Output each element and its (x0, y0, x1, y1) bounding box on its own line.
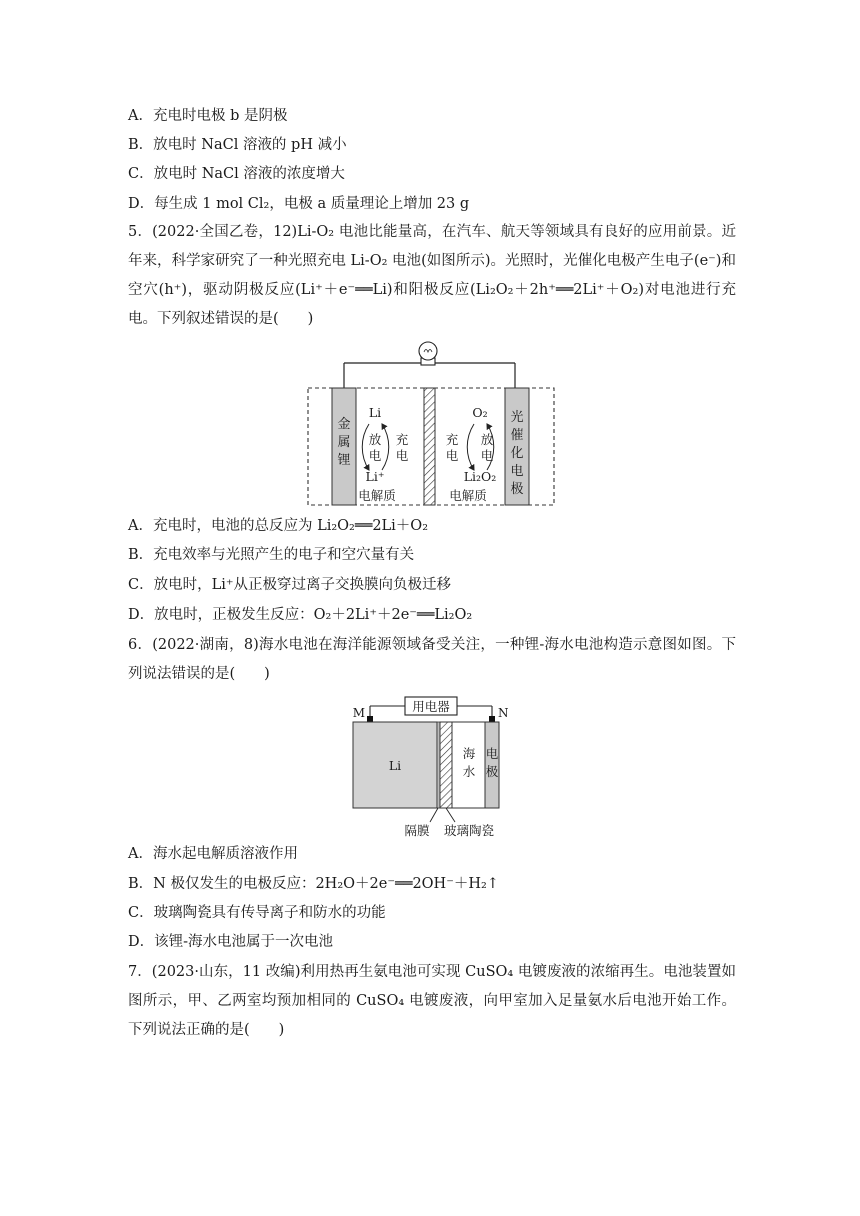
svg-text:充电: 充电 (395, 432, 409, 463)
q6-option-c: C．玻璃陶瓷具有传导离子和防水的功能 (128, 905, 386, 921)
svg-text:海水: 海水 (462, 746, 476, 779)
q4-option-b: B．放电时 NaCl 溶液的 pH 减小 (128, 137, 347, 153)
q7-stem: 7．(2023·山东，11 改编)利用热再生氨电池可实现 CuSO₄ 电镀废液的浓缩再生。电池装置如图所示，甲、乙两室均预加相同的 CuSO₄ 电镀废液，向甲室加入足量氨水后电池开始工作。下列说法正确的是( ) (128, 964, 736, 1038)
q5-battery-figure (300, 338, 560, 510)
light-bulb-icon (419, 342, 437, 365)
left-electrolyte-label: 电解质 (358, 488, 396, 503)
n-terminal-label: N (498, 706, 509, 720)
q6-battery-figure (345, 690, 515, 838)
li-ion-label: Li⁺ (365, 469, 385, 484)
li-label: Li (368, 405, 382, 420)
svg-text:放电: 放电 (480, 432, 494, 463)
q6-option-d: D．该锂-海水电池属于一次电池 (128, 934, 334, 950)
separator-label: 隔膜 (404, 823, 430, 838)
q5-option-c: C．放电时，Li⁺从正极穿过离子交换膜向负极迁移 (128, 577, 452, 593)
li-block-label: Li (388, 758, 402, 773)
q4-option-d: D．每生成 1 mol Cl₂，电极 a 质量理论上增加 23 g (128, 196, 470, 212)
q6-option-a: A．海水起电解质溶液作用 (128, 846, 298, 862)
glass-ceramic-label: 玻璃陶瓷 (443, 823, 495, 838)
right-electrolyte-label: 电解质 (449, 488, 487, 503)
svg-text:光催化电极: 光催化电极 (510, 410, 524, 497)
m-terminal-label: M (352, 706, 365, 720)
q5-stem: 5．(2022·全国乙卷，12)Li-O₂ 电池比能量高，在汽车、航天等领域具有良好的应用前景。近年来，科学家研究了一种光照充电 Li-O₂ 电池(如图所示)。光照时，光催化电极产生电子(e⁻)和空穴(h⁺)，驱动阴极反应(Li⁺＋e⁻══Li)和阳极反应(Li₂O₂＋2h⁺══2Li⁺＋O₂)对电池进行充电。下列叙述错误的是( ) (128, 224, 736, 327)
o2-label: O₂ (472, 405, 488, 420)
svg-text:放电: 放电 (368, 432, 382, 463)
q5-option-b: B．充电效率与光照产生的电子和空穴量有关 (128, 547, 415, 563)
svg-text:金属锂: 金属锂 (337, 417, 351, 468)
svg-text:电极: 电极 (485, 746, 499, 779)
q4-option-a: A．充电时电极 b 是阴极 (128, 108, 288, 124)
device-label: 用电器 (412, 699, 450, 714)
svg-text:充电: 充电 (445, 432, 459, 463)
q4-option-c: C．放电时 NaCl 溶液的浓度增大 (128, 166, 345, 182)
q5-option-d: D．放电时，正极发生反应：O₂＋2Li⁺＋2e⁻══Li₂O₂ (128, 607, 473, 623)
li2o2-label: Li₂O₂ (463, 469, 497, 484)
q5-option-a: A．充电时，电池的总反应为 Li₂O₂══2Li＋O₂ (128, 518, 429, 534)
left-electrode-label: 金 (337, 417, 351, 432)
q6-option-b: B．N 极仅发生的电极反应：2H₂O＋2e⁻══2OH⁻＋H₂↑ (128, 876, 499, 892)
q6-stem: 6．(2022·湖南，8)海水电池在海洋能源领域备受关注，一种锂-海水电池构造示意图如图。下列说法错误的是( ) (128, 637, 736, 682)
